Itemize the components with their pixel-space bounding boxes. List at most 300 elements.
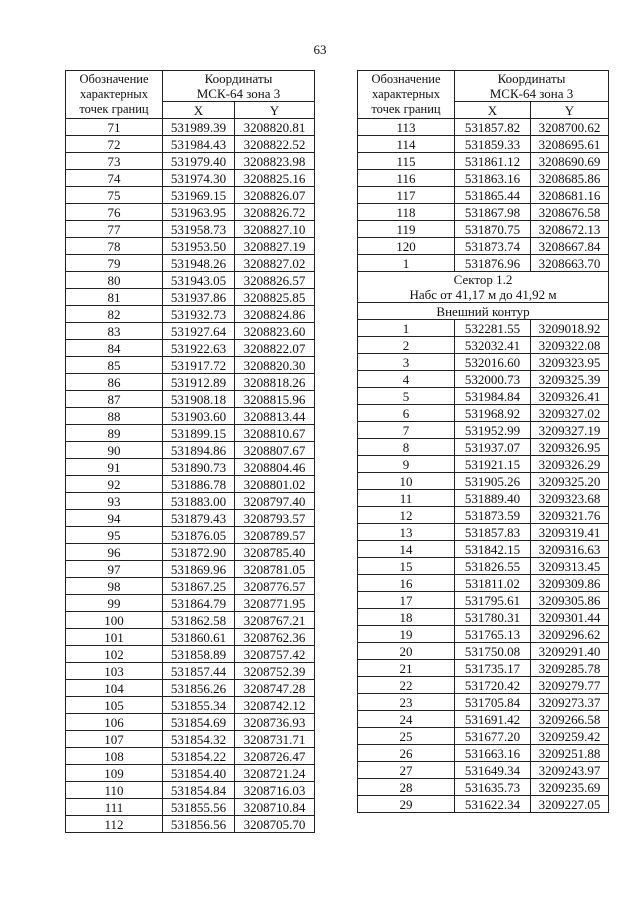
- point-id-cell: 80: [66, 272, 163, 289]
- table-row: [358, 711, 609, 728]
- y-coordinate-cell: 3209305.86: [531, 592, 609, 609]
- point-id-cell: 118: [358, 204, 455, 221]
- point-id-cell: 84: [66, 340, 163, 357]
- header-point-label: [358, 71, 455, 119]
- x-coordinate-cell: 531883.00: [163, 493, 235, 510]
- table-row: [358, 255, 609, 272]
- table-row: [358, 388, 609, 405]
- x-coordinate-cell: 531922.63: [163, 340, 235, 357]
- x-coordinate-cell: 531943.05: [163, 272, 235, 289]
- table-row: [358, 187, 609, 204]
- table-row: [66, 799, 315, 816]
- header-coords-line-1: Координаты: [497, 71, 566, 86]
- x-coordinate-cell: 531876.05: [163, 527, 235, 544]
- x-coordinate-cell: 531859.33: [455, 136, 531, 153]
- x-coordinate-cell: 531890.73: [163, 459, 235, 476]
- x-coordinate-cell: 531872.90: [163, 544, 235, 561]
- x-coordinate-cell: 531854.22: [163, 748, 235, 765]
- point-id-cell: 16: [358, 575, 455, 592]
- point-id-cell: 9: [358, 456, 455, 473]
- x-coordinate-cell: 531958.73: [163, 221, 235, 238]
- point-id-cell: 93: [66, 493, 163, 510]
- point-id-cell: 104: [66, 680, 163, 697]
- x-coordinate-cell: 531857.82: [455, 119, 531, 136]
- left-coordinates-table: [65, 70, 315, 833]
- x-coordinate-cell: 531857.44: [163, 663, 235, 680]
- table-row: [66, 765, 315, 782]
- point-id-cell: 71: [66, 119, 163, 136]
- point-id-cell: 2: [358, 337, 455, 354]
- table-row: [358, 541, 609, 558]
- y-coordinate-cell: 3208827.19: [235, 238, 315, 255]
- point-id-cell: 83: [66, 323, 163, 340]
- point-id-cell: 92: [66, 476, 163, 493]
- table-row: [66, 136, 315, 153]
- y-coordinate-cell: 3209018.92: [531, 320, 609, 337]
- table-row: [358, 490, 609, 507]
- point-id-cell: 1: [358, 255, 455, 272]
- y-coordinate-cell: 3209309.86: [531, 575, 609, 592]
- point-id-cell: 116: [358, 170, 455, 187]
- header-y: Y: [531, 102, 609, 119]
- y-coordinate-cell: 3208781.05: [235, 561, 315, 578]
- y-coordinate-cell: 3208731.71: [235, 731, 315, 748]
- table-row: [66, 816, 315, 833]
- point-id-cell: 97: [66, 561, 163, 578]
- x-coordinate-cell: 531780.31: [455, 609, 531, 626]
- header-label-line-3: точек границ: [79, 102, 149, 116]
- x-coordinate-cell: 531968.92: [455, 405, 531, 422]
- header-label-line-2: характерных: [372, 87, 440, 101]
- x-coordinate-cell: 532032.41: [455, 337, 531, 354]
- table-row: [358, 524, 609, 541]
- contour-heading: Внешний контур: [358, 303, 609, 320]
- y-coordinate-cell: 3208825.16: [235, 170, 315, 187]
- right-table-body-top: [358, 119, 609, 272]
- table-row: [66, 289, 315, 306]
- x-coordinate-cell: 531691.42: [455, 711, 531, 728]
- y-coordinate-cell: 3208752.39: [235, 663, 315, 680]
- x-coordinate-cell: 531984.43: [163, 136, 235, 153]
- table-row: [66, 119, 315, 136]
- point-id-cell: 94: [66, 510, 163, 527]
- y-coordinate-cell: 3208776.57: [235, 578, 315, 595]
- x-coordinate-cell: 531867.98: [455, 204, 531, 221]
- table-row: [66, 357, 315, 374]
- y-coordinate-cell: 3208823.98: [235, 153, 315, 170]
- x-coordinate-cell: 531984.84: [455, 388, 531, 405]
- y-coordinate-cell: 3209266.58: [531, 711, 609, 728]
- y-coordinate-cell: 3208823.60: [235, 323, 315, 340]
- y-coordinate-cell: 3208797.40: [235, 493, 315, 510]
- x-coordinate-cell: 532281.55: [455, 320, 531, 337]
- header-point-label: [66, 71, 163, 119]
- x-coordinate-cell: 531854.69: [163, 714, 235, 731]
- point-id-cell: 81: [66, 289, 163, 306]
- table-row: [66, 646, 315, 663]
- x-coordinate-cell: 531867.25: [163, 578, 235, 595]
- y-coordinate-cell: 3208705.70: [235, 816, 315, 833]
- y-coordinate-cell: 3209251.88: [531, 745, 609, 762]
- x-coordinate-cell: 531903.60: [163, 408, 235, 425]
- y-coordinate-cell: 3208700.62: [531, 119, 609, 136]
- x-coordinate-cell: 531979.40: [163, 153, 235, 170]
- table-row: [358, 405, 609, 422]
- y-coordinate-cell: 3208793.57: [235, 510, 315, 527]
- x-coordinate-cell: 531863.16: [455, 170, 531, 187]
- y-coordinate-cell: 3208813.44: [235, 408, 315, 425]
- x-coordinate-cell: 531908.18: [163, 391, 235, 408]
- sector-subtitle: Набс от 41,17 м до 41,92 м: [409, 287, 557, 302]
- y-coordinate-cell: 3209243.97: [531, 762, 609, 779]
- y-coordinate-cell: 3209325.39: [531, 371, 609, 388]
- point-id-cell: 99: [66, 595, 163, 612]
- y-coordinate-cell: 3209322.08: [531, 337, 609, 354]
- point-id-cell: 22: [358, 677, 455, 694]
- x-coordinate-cell: 531765.13: [455, 626, 531, 643]
- point-id-cell: 73: [66, 153, 163, 170]
- point-id-cell: 77: [66, 221, 163, 238]
- point-id-cell: 90: [66, 442, 163, 459]
- table-row: [66, 255, 315, 272]
- header-label-line-3: точек границ: [371, 102, 441, 116]
- right-coordinates-table: [357, 70, 609, 813]
- x-coordinate-cell: 531635.73: [455, 779, 531, 796]
- y-coordinate-cell: 3209285.78: [531, 660, 609, 677]
- point-id-cell: 21: [358, 660, 455, 677]
- table-row: [358, 371, 609, 388]
- point-id-cell: 102: [66, 646, 163, 663]
- point-id-cell: 85: [66, 357, 163, 374]
- table-row: [66, 221, 315, 238]
- header-x: X: [455, 102, 531, 119]
- y-coordinate-cell: 3208826.57: [235, 272, 315, 289]
- table-row: [66, 782, 315, 799]
- table-row: [66, 595, 315, 612]
- y-coordinate-cell: 3209327.19: [531, 422, 609, 439]
- y-coordinate-cell: 3208789.57: [235, 527, 315, 544]
- point-id-cell: 109: [66, 765, 163, 782]
- point-id-cell: 101: [66, 629, 163, 646]
- y-coordinate-cell: 3208801.02: [235, 476, 315, 493]
- table-row: [358, 609, 609, 626]
- y-coordinate-cell: 3208672.13: [531, 221, 609, 238]
- table-row: [66, 408, 315, 425]
- y-coordinate-cell: 3208824.86: [235, 306, 315, 323]
- point-id-cell: 119: [358, 221, 455, 238]
- table-row: [358, 238, 609, 255]
- x-coordinate-cell: 531720.42: [455, 677, 531, 694]
- y-coordinate-cell: 3209235.69: [531, 779, 609, 796]
- table-row: [358, 204, 609, 221]
- y-coordinate-cell: 3208726.47: [235, 748, 315, 765]
- y-coordinate-cell: 3208825.85: [235, 289, 315, 306]
- x-coordinate-cell: 531876.96: [455, 255, 531, 272]
- point-id-cell: 19: [358, 626, 455, 643]
- header-coords-line-2: МСК-64 зона 3: [489, 86, 574, 101]
- y-coordinate-cell: 3208822.52: [235, 136, 315, 153]
- point-id-cell: 96: [66, 544, 163, 561]
- x-coordinate-cell: 531870.75: [455, 221, 531, 238]
- table-row: [358, 643, 609, 660]
- point-id-cell: 72: [66, 136, 163, 153]
- point-id-cell: 89: [66, 425, 163, 442]
- table-row: [358, 136, 609, 153]
- header-coordinates: [455, 71, 609, 102]
- table-row: [66, 680, 315, 697]
- y-coordinate-cell: 3208721.24: [235, 765, 315, 782]
- point-id-cell: 7: [358, 422, 455, 439]
- point-id-cell: 25: [358, 728, 455, 745]
- table-row: [66, 731, 315, 748]
- table-row: [66, 663, 315, 680]
- point-id-cell: 91: [66, 459, 163, 476]
- point-id-cell: 79: [66, 255, 163, 272]
- table-row: [66, 544, 315, 561]
- x-coordinate-cell: 531663.16: [455, 745, 531, 762]
- table-row: [66, 187, 315, 204]
- x-coordinate-cell: 531649.34: [455, 762, 531, 779]
- table-row: [358, 779, 609, 796]
- x-coordinate-cell: 531855.34: [163, 697, 235, 714]
- x-coordinate-cell: 531856.26: [163, 680, 235, 697]
- header-x: X: [163, 102, 235, 119]
- table-row: [358, 677, 609, 694]
- point-id-cell: 95: [66, 527, 163, 544]
- x-coordinate-cell: 531953.50: [163, 238, 235, 255]
- point-id-cell: 74: [66, 170, 163, 187]
- y-coordinate-cell: 3208771.95: [235, 595, 315, 612]
- point-id-cell: 10: [358, 473, 455, 490]
- y-coordinate-cell: 3208742.12: [235, 697, 315, 714]
- table-row: [358, 354, 609, 371]
- point-id-cell: 23: [358, 694, 455, 711]
- y-coordinate-cell: 3208820.30: [235, 357, 315, 374]
- right-table-body-bottom: [358, 320, 609, 813]
- header-y: Y: [235, 102, 315, 119]
- y-coordinate-cell: 3208818.26: [235, 374, 315, 391]
- table-row: [358, 728, 609, 745]
- point-id-cell: 76: [66, 204, 163, 221]
- header-coords-line-1: Координаты: [204, 71, 273, 86]
- y-coordinate-cell: 3208810.67: [235, 425, 315, 442]
- x-coordinate-cell: 531989.39: [163, 119, 235, 136]
- table-row: [358, 507, 609, 524]
- x-coordinate-cell: 531899.15: [163, 425, 235, 442]
- table-row: [358, 626, 609, 643]
- x-coordinate-cell: 531854.84: [163, 782, 235, 799]
- point-id-cell: 105: [66, 697, 163, 714]
- point-id-cell: 86: [66, 374, 163, 391]
- table-row: [66, 425, 315, 442]
- y-coordinate-cell: 3208667.84: [531, 238, 609, 255]
- table-row: [66, 153, 315, 170]
- x-coordinate-cell: 531905.26: [455, 473, 531, 490]
- table-row: [66, 306, 315, 323]
- table-row: [66, 748, 315, 765]
- point-id-cell: 88: [66, 408, 163, 425]
- y-coordinate-cell: 3209259.42: [531, 728, 609, 745]
- sector-title: Сектор 1.2: [453, 272, 513, 287]
- point-id-cell: 6: [358, 405, 455, 422]
- x-coordinate-cell: 531735.17: [455, 660, 531, 677]
- y-coordinate-cell: 3208681.16: [531, 187, 609, 204]
- table-row: [66, 527, 315, 544]
- x-coordinate-cell: 531894.86: [163, 442, 235, 459]
- x-coordinate-cell: 531861.12: [455, 153, 531, 170]
- table-row: [66, 561, 315, 578]
- x-coordinate-cell: 531873.59: [455, 507, 531, 524]
- x-coordinate-cell: 531862.58: [163, 612, 235, 629]
- y-coordinate-cell: 3208757.42: [235, 646, 315, 663]
- y-coordinate-cell: 3208685.86: [531, 170, 609, 187]
- y-coordinate-cell: 3209321.76: [531, 507, 609, 524]
- point-id-cell: 14: [358, 541, 455, 558]
- y-coordinate-cell: 3208785.40: [235, 544, 315, 561]
- y-coordinate-cell: 3209273.37: [531, 694, 609, 711]
- point-id-cell: 5: [358, 388, 455, 405]
- table-row: [66, 272, 315, 289]
- y-coordinate-cell: 3208695.61: [531, 136, 609, 153]
- y-coordinate-cell: 3208710.84: [235, 799, 315, 816]
- header-label-line-1: Обозначение: [371, 72, 441, 86]
- table-row: [358, 153, 609, 170]
- point-id-cell: 108: [66, 748, 163, 765]
- table-row: [66, 493, 315, 510]
- x-coordinate-cell: 531921.15: [455, 456, 531, 473]
- x-coordinate-cell: 531622.34: [455, 796, 531, 813]
- x-coordinate-cell: 531860.61: [163, 629, 235, 646]
- point-id-cell: 114: [358, 136, 455, 153]
- table-row: [66, 510, 315, 527]
- point-id-cell: 115: [358, 153, 455, 170]
- point-id-cell: 27: [358, 762, 455, 779]
- point-id-cell: 8: [358, 439, 455, 456]
- y-coordinate-cell: 3209323.68: [531, 490, 609, 507]
- y-coordinate-cell: 3209316.63: [531, 541, 609, 558]
- x-coordinate-cell: 531855.56: [163, 799, 235, 816]
- table-row: [66, 459, 315, 476]
- y-coordinate-cell: 3208807.67: [235, 442, 315, 459]
- x-coordinate-cell: 531864.79: [163, 595, 235, 612]
- y-coordinate-cell: 3208815.96: [235, 391, 315, 408]
- x-coordinate-cell: 531969.15: [163, 187, 235, 204]
- point-id-cell: 15: [358, 558, 455, 575]
- table-row: [66, 204, 315, 221]
- x-coordinate-cell: 531795.61: [455, 592, 531, 609]
- left-table-body: [66, 119, 315, 833]
- point-id-cell: 110: [66, 782, 163, 799]
- table-row: [66, 697, 315, 714]
- x-coordinate-cell: 531865.44: [455, 187, 531, 204]
- table-row: [358, 422, 609, 439]
- y-coordinate-cell: 3209319.41: [531, 524, 609, 541]
- point-id-cell: 107: [66, 731, 163, 748]
- point-id-cell: 28: [358, 779, 455, 796]
- table-row: [358, 660, 609, 677]
- sector-heading: [358, 272, 609, 303]
- point-id-cell: 12: [358, 507, 455, 524]
- y-coordinate-cell: 3208827.10: [235, 221, 315, 238]
- y-coordinate-cell: 3208663.70: [531, 255, 609, 272]
- point-id-cell: 11: [358, 490, 455, 507]
- y-coordinate-cell: 3209227.05: [531, 796, 609, 813]
- table-row: [358, 558, 609, 575]
- y-coordinate-cell: 3208676.58: [531, 204, 609, 221]
- point-id-cell: 111: [66, 799, 163, 816]
- x-coordinate-cell: 531826.55: [455, 558, 531, 575]
- point-id-cell: 100: [66, 612, 163, 629]
- y-coordinate-cell: 3209327.02: [531, 405, 609, 422]
- x-coordinate-cell: 531677.20: [455, 728, 531, 745]
- point-id-cell: 103: [66, 663, 163, 680]
- x-coordinate-cell: 531854.40: [163, 765, 235, 782]
- table-row: [358, 796, 609, 813]
- x-coordinate-cell: 531879.43: [163, 510, 235, 527]
- point-id-cell: 112: [66, 816, 163, 833]
- x-coordinate-cell: 531856.56: [163, 816, 235, 833]
- table-row: [358, 320, 609, 337]
- header-label-line-1: Обозначение: [79, 72, 149, 86]
- point-id-cell: 4: [358, 371, 455, 388]
- x-coordinate-cell: 532016.60: [455, 354, 531, 371]
- point-id-cell: 87: [66, 391, 163, 408]
- header-coords-line-2: МСК-64 зона 3: [196, 86, 281, 101]
- y-coordinate-cell: 3209301.44: [531, 609, 609, 626]
- table-row: [66, 629, 315, 646]
- point-id-cell: 13: [358, 524, 455, 541]
- point-id-cell: 26: [358, 745, 455, 762]
- y-coordinate-cell: 3209313.45: [531, 558, 609, 575]
- point-id-cell: 75: [66, 187, 163, 204]
- x-coordinate-cell: 531927.64: [163, 323, 235, 340]
- point-id-cell: 106: [66, 714, 163, 731]
- table-row: [358, 694, 609, 711]
- y-coordinate-cell: 3208820.81: [235, 119, 315, 136]
- x-coordinate-cell: 531873.74: [455, 238, 531, 255]
- table-row: [66, 612, 315, 629]
- y-coordinate-cell: 3208747.28: [235, 680, 315, 697]
- x-coordinate-cell: 531857.83: [455, 524, 531, 541]
- y-coordinate-cell: 3208804.46: [235, 459, 315, 476]
- x-coordinate-cell: 531858.89: [163, 646, 235, 663]
- x-coordinate-cell: 531842.15: [455, 541, 531, 558]
- y-coordinate-cell: 3209326.29: [531, 456, 609, 473]
- point-id-cell: 117: [358, 187, 455, 204]
- x-coordinate-cell: 531974.30: [163, 170, 235, 187]
- x-coordinate-cell: 531932.73: [163, 306, 235, 323]
- point-id-cell: 20: [358, 643, 455, 660]
- y-coordinate-cell: 3208767.21: [235, 612, 315, 629]
- y-coordinate-cell: 3209326.95: [531, 439, 609, 456]
- header-label-line-2: характерных: [80, 87, 148, 101]
- x-coordinate-cell: 531963.95: [163, 204, 235, 221]
- table-row: [358, 473, 609, 490]
- table-row: [358, 745, 609, 762]
- table-row: [66, 170, 315, 187]
- table-row: [66, 238, 315, 255]
- table-row: [358, 592, 609, 609]
- point-id-cell: 82: [66, 306, 163, 323]
- x-coordinate-cell: 531912.89: [163, 374, 235, 391]
- table-row: [358, 337, 609, 354]
- y-coordinate-cell: 3208690.69: [531, 153, 609, 170]
- point-id-cell: 113: [358, 119, 455, 136]
- point-id-cell: 78: [66, 238, 163, 255]
- table-row: [358, 170, 609, 187]
- point-id-cell: 18: [358, 609, 455, 626]
- point-id-cell: 1: [358, 320, 455, 337]
